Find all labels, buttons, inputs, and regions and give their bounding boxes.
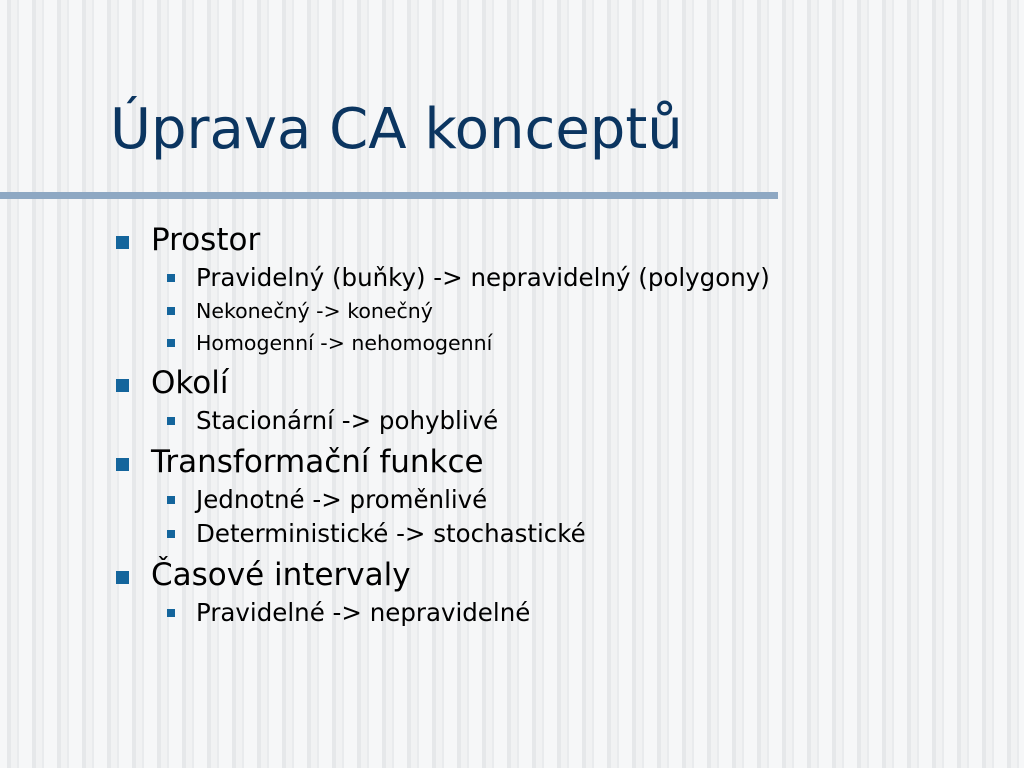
small-square-bullet-icon: [167, 307, 175, 315]
sub-bullet-item: [116, 405, 996, 437]
bullet-text: Okolí: [151, 365, 229, 401]
sub-bullet-text: Pravidelný (buňky) -> nepravidelný (polygony): [196, 263, 770, 292]
bullet-item-prostor: [116, 221, 996, 260]
sub-bullet-text: Pravidelné -> nepravidelné: [196, 598, 531, 627]
small-square-bullet-icon: [167, 339, 175, 347]
small-square-bullet-icon: [167, 609, 175, 617]
sub-bullet-item: [116, 484, 996, 516]
bullet-text: Časové intervaly: [151, 557, 411, 593]
sub-bullet-text: Deterministické -> stochastické: [196, 519, 586, 548]
sub-bullet-text: Stacionární -> pohyblivé: [196, 406, 499, 435]
sub-bullet-item: [116, 262, 996, 294]
bullet-item-transformacni-funkce: [116, 443, 996, 482]
bullet-item-casove-intervaly: [116, 556, 996, 595]
slide-title: Úprava CA konceptů: [110, 97, 683, 162]
sub-bullet-text: Homogenní -> nehomogenní: [196, 331, 493, 355]
bullet-text: Transformační funkce: [151, 444, 484, 480]
sub-bullet-text: Jednotné -> proměnlivé: [196, 485, 488, 514]
square-bullet-icon: [116, 571, 129, 584]
square-bullet-icon: [116, 379, 129, 392]
bullet-item-okoli: [116, 364, 996, 403]
small-square-bullet-icon: [167, 496, 175, 504]
small-square-bullet-icon: [167, 530, 175, 538]
square-bullet-icon: [116, 458, 129, 471]
sub-bullet-item: [116, 518, 996, 550]
small-square-bullet-icon: [167, 274, 175, 282]
title-underline: [0, 192, 778, 199]
bullet-text: Prostor: [151, 222, 261, 258]
sub-bullet-item: [116, 328, 996, 358]
sub-bullet-item: [116, 296, 996, 326]
bullet-list: [116, 221, 996, 629]
sub-bullet-text: Nekonečný -> konečný: [196, 299, 433, 323]
small-square-bullet-icon: [167, 417, 175, 425]
square-bullet-icon: [116, 236, 129, 249]
sub-bullet-item: [116, 597, 996, 629]
